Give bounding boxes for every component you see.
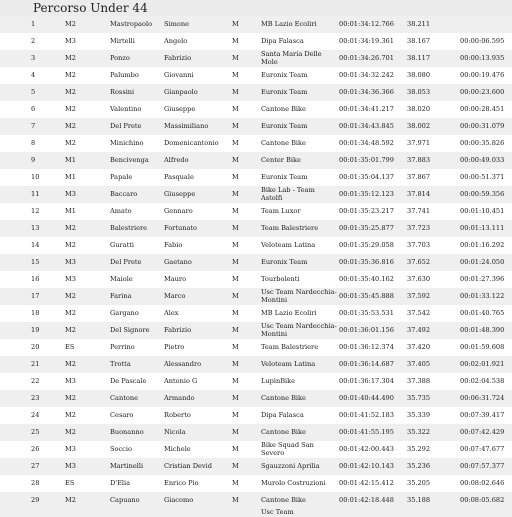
time-cell: 00:01:42:10.143 (339, 461, 394, 470)
sex-cell: M (232, 155, 239, 164)
speed-cell: 37.814 (407, 189, 431, 198)
speed-cell: 35.188 (407, 495, 431, 504)
table-row (0, 373, 512, 390)
gap-cell: 00:01:59.608 (460, 342, 505, 351)
sex-cell: M (232, 274, 239, 283)
first-name-cell: Michele (164, 444, 191, 453)
team-cell: Dipa Falasca (261, 410, 304, 419)
table-row (0, 458, 512, 475)
speed-cell: 37.492 (407, 325, 431, 334)
gap-cell: 00:01:48.390 (460, 325, 505, 334)
last-name-cell: Trotta (110, 359, 131, 368)
time-cell: 00:01:34:41.217 (339, 104, 394, 113)
time-cell: 00:01:35:12.123 (339, 189, 394, 198)
category-cell: M2 (65, 359, 76, 368)
speed-cell: 37.883 (407, 155, 431, 164)
first-name-cell: Simone (164, 19, 189, 28)
first-name-cell: Gianpaolo (164, 87, 198, 96)
position-cell: 26 (31, 444, 40, 453)
first-name-cell: Giacomo (164, 495, 194, 504)
sex-cell: M (232, 359, 239, 368)
sex-cell: M (232, 257, 239, 266)
position-cell: 11 (31, 189, 40, 198)
table-row (0, 339, 512, 356)
gap-cell: 00:07:47.677 (460, 444, 505, 453)
last-name-cell: Cesaro (110, 410, 134, 419)
sex-cell: M (232, 121, 239, 130)
time-cell: 00:01:34:32.242 (339, 70, 394, 79)
speed-cell: 37.592 (407, 291, 431, 300)
last-name-cell: Papale (110, 172, 133, 181)
category-cell: M2 (65, 104, 76, 113)
first-name-cell: Gaetano (164, 257, 192, 266)
sex-cell: M (232, 461, 239, 470)
first-name-cell: Fabrizio (164, 53, 192, 62)
team-cell: Cantone Bike (261, 495, 306, 504)
last-name-cell: De Pascale (110, 376, 147, 385)
position-cell: 16 (31, 274, 40, 283)
first-name-cell: Pietro (164, 342, 185, 351)
sex-cell: M (232, 189, 239, 198)
category-cell: M2 (65, 19, 76, 28)
sex-cell: M (232, 342, 239, 351)
time-cell: 00:01:34:36.366 (339, 87, 394, 96)
last-name-cell: Cantone (110, 393, 138, 402)
gap-cell: 00:01:33.122 (460, 291, 505, 300)
page-header (0, 0, 512, 16)
table-row (0, 203, 512, 220)
speed-cell: 38.053 (407, 87, 431, 96)
last-name-cell: Bencivenga (110, 155, 149, 164)
gap-cell (460, 16, 512, 33)
first-name-cell: Giuseppe (164, 104, 196, 113)
table-row (0, 475, 512, 492)
first-name-cell: Domenicantonio (164, 138, 219, 147)
table-row-partial (0, 509, 512, 517)
last-name-cell: Rossini (110, 87, 135, 96)
gap-cell: 00:01:40.765 (460, 308, 505, 317)
team-cell: Veloteam Latina (261, 240, 316, 249)
speed-cell: 35.322 (407, 427, 431, 436)
gap-cell: 00:08:02.646 (460, 478, 505, 487)
gap-cell: 00:07:42.429 (460, 427, 505, 436)
position-cell: 10 (31, 172, 40, 181)
position-cell: 9 (31, 155, 36, 164)
table-row (0, 356, 512, 373)
team-cell: Team Luxor (261, 206, 301, 215)
table-row (0, 152, 512, 169)
position-cell: 13 (31, 223, 40, 232)
category-cell: ES (65, 478, 75, 487)
team-cell: Murolo Costruzioni (261, 478, 326, 487)
team-cell: Euronix Team (261, 87, 308, 96)
team-cell: Usc Team Nardecchia-Montini (261, 288, 337, 304)
last-name-cell: Guratti (110, 240, 135, 249)
position-cell: 7 (31, 121, 36, 130)
gap-cell: 00:00:51.371 (460, 172, 505, 181)
team-cell: Euronix Team (261, 70, 308, 79)
speed-cell: 38.117 (407, 53, 431, 62)
gap-cell: 00:00:59.356 (460, 189, 505, 198)
last-name-cell: Gargano (110, 308, 139, 317)
team-cell: Cantone Bike (261, 427, 306, 436)
speed-cell: 38.167 (407, 36, 431, 45)
table-row (0, 169, 512, 186)
speed-cell: 37.630 (407, 274, 431, 283)
table-row (0, 101, 512, 118)
gap-cell: 00:00:19.476 (460, 70, 505, 79)
time-cell: 00:01:34:19.361 (339, 36, 394, 45)
sex-cell: M (232, 206, 239, 215)
category-cell: M2 (65, 325, 76, 334)
category-cell: M2 (65, 495, 76, 504)
position-cell: 6 (31, 104, 36, 113)
position-cell: 28 (31, 478, 40, 487)
table-row (0, 424, 512, 441)
category-cell: M2 (65, 427, 76, 436)
category-cell: M3 (65, 274, 76, 283)
team-cell: Cantone Bike (261, 393, 306, 402)
speed-cell: 37.741 (407, 206, 431, 215)
category-cell: M3 (65, 444, 76, 453)
last-name-cell: Del Prete (110, 257, 142, 266)
last-name-cell: D'Elia (110, 478, 131, 487)
first-name-cell: Gennaro (164, 206, 193, 215)
position-cell: 17 (31, 291, 40, 300)
last-name-cell: Del Signore (110, 325, 150, 334)
speed-cell: 37.542 (407, 308, 431, 317)
time-cell: 00:01:36:14.687 (339, 359, 394, 368)
table-row (0, 254, 512, 271)
position-cell: 19 (31, 325, 40, 334)
first-name-cell: Armando (164, 393, 195, 402)
gap-cell: 00:00:06.595 (460, 36, 505, 45)
table-row (0, 322, 512, 339)
category-cell: M2 (65, 410, 76, 419)
time-cell: 00:01:35:40.162 (339, 274, 394, 283)
sex-cell: M (232, 410, 239, 419)
category-cell: M2 (65, 223, 76, 232)
sex-cell: M (232, 308, 239, 317)
sex-cell: M (232, 223, 239, 232)
gap-cell: 00:08:05.682 (460, 495, 505, 504)
speed-cell: 38.002 (407, 121, 431, 130)
first-name-cell: Pasquale (164, 172, 194, 181)
sex-cell: M (232, 376, 239, 385)
position-cell: 29 (31, 495, 40, 504)
speed-cell: 38.080 (407, 70, 431, 79)
team-cell: Santa Maria Delle Mole (261, 50, 322, 66)
first-name-cell: Enrico Pio (164, 478, 199, 487)
sex-cell: M (232, 495, 239, 504)
category-cell: M2 (65, 121, 76, 130)
sex-cell: M (232, 291, 239, 300)
speed-cell: 37.420 (407, 342, 431, 351)
speed-cell: 37.652 (407, 257, 431, 266)
first-name-cell: Cristian Devid (164, 461, 212, 470)
position-cell: 22 (31, 376, 40, 385)
table-row (0, 118, 512, 135)
sex-cell: M (232, 478, 239, 487)
last-name-cell: Valentino (110, 104, 142, 113)
first-name-cell: Fabio (164, 240, 183, 249)
sex-cell: M (232, 36, 239, 45)
time-cell: 00:01:41:55.195 (339, 427, 394, 436)
team-cell: LupinBike (261, 376, 296, 385)
time-cell: 00:01:35:01.799 (339, 155, 394, 164)
position-cell: 27 (31, 461, 40, 470)
last-name-cell: Maiole (110, 274, 133, 283)
last-name-cell: Baccaro (110, 189, 138, 198)
position-cell: 4 (31, 70, 36, 79)
category-cell: M2 (65, 87, 76, 96)
last-name-cell: Minichino (110, 138, 144, 147)
team-cell: Team Balestriere (261, 342, 319, 351)
first-name-cell: Giovanni (164, 70, 194, 79)
table-row (0, 305, 512, 322)
table-row (0, 135, 512, 152)
speed-cell: 37.723 (407, 223, 431, 232)
position-cell: 21 (31, 359, 40, 368)
time-cell: 00:01:34:43.845 (339, 121, 394, 130)
team-cell: Veloteam Latina (261, 359, 316, 368)
category-cell: ES (65, 342, 75, 351)
time-cell: 00:01:42:15.412 (339, 478, 394, 487)
last-name-cell: Martinelli (110, 461, 144, 470)
sex-cell: M (232, 240, 239, 249)
first-name-cell: Roberto (164, 410, 191, 419)
table-row (0, 50, 512, 67)
first-name-cell: Mauro (164, 274, 187, 283)
team-cell: Euronix Team (261, 121, 308, 130)
results-table (0, 16, 512, 517)
position-cell: 18 (31, 308, 40, 317)
sex-cell: M (232, 138, 239, 147)
team-cell: Usc Team (261, 509, 294, 516)
category-cell: M3 (65, 461, 76, 470)
first-name-cell: Giuseppe (164, 189, 196, 198)
table-row (0, 84, 512, 101)
speed-cell: 35.236 (407, 461, 431, 470)
time-cell: 00:01:35:23.217 (339, 206, 394, 215)
category-cell: M2 (65, 308, 76, 317)
category-cell: M2 (65, 393, 76, 402)
time-cell: 00:01:35:45.888 (339, 291, 394, 300)
table-row (0, 16, 512, 33)
first-name-cell: Massimiliano (164, 121, 209, 130)
team-cell: MB Lazio Ecoliri (261, 308, 317, 317)
team-cell: Bike Lab - Team Astolfi (261, 186, 315, 202)
gap-cell: 00:07:57.377 (460, 461, 505, 470)
table-row (0, 492, 512, 509)
sex-cell: M (232, 444, 239, 453)
category-cell: M3 (65, 189, 76, 198)
gap-cell: 00:00:13.935 (460, 53, 505, 62)
last-name-cell: Farina (110, 291, 132, 300)
last-name-cell: Mastropaolo (110, 19, 153, 28)
time-cell: 00:01:40:44.490 (339, 393, 394, 402)
category-cell: M2 (65, 138, 76, 147)
time-cell: 00:01:36:12.374 (339, 342, 394, 351)
speed-cell: 35.735 (407, 393, 431, 402)
category-cell: M1 (65, 155, 76, 164)
speed-cell: 38.020 (407, 104, 431, 113)
time-cell: 00:01:35:04.137 (339, 172, 394, 181)
last-name-cell: Palumbo (110, 70, 139, 79)
first-name-cell: Fortunato (164, 223, 198, 232)
first-name-cell: Marco (164, 291, 186, 300)
team-cell: Bike Squad San Severo (261, 441, 314, 457)
speed-cell: 37.703 (407, 240, 431, 249)
speed-cell: 38.211 (407, 19, 431, 28)
sex-cell: M (232, 53, 239, 62)
first-name-cell: Alessandro (164, 359, 202, 368)
position-cell: 12 (31, 206, 40, 215)
last-name-cell: Perrino (110, 342, 135, 351)
last-name-cell: Ponzo (110, 53, 130, 62)
time-cell: 00:01:42:00.443 (339, 444, 394, 453)
sex-cell: M (232, 104, 239, 113)
position-cell: 14 (31, 240, 40, 249)
first-name-cell: Alex (164, 308, 179, 317)
table-row (0, 441, 512, 458)
table-row (0, 33, 512, 50)
category-cell: M2 (65, 291, 76, 300)
category-cell: M2 (65, 53, 76, 62)
speed-cell: 37.388 (407, 376, 431, 385)
position-cell: 8 (31, 138, 36, 147)
sex-cell: M (232, 325, 239, 334)
team-cell: Euronix Team (261, 172, 308, 181)
sex-cell: M (232, 393, 239, 402)
last-name-cell: Del Prete (110, 121, 142, 130)
first-name-cell: Alfredo (164, 155, 189, 164)
category-cell: M2 (65, 70, 76, 79)
category-cell: M3 (65, 257, 76, 266)
category-cell: M3 (65, 36, 76, 45)
table-row (0, 220, 512, 237)
team-cell: Center Bike (261, 155, 301, 164)
position-cell: 24 (31, 410, 40, 419)
time-cell: 00:01:36:01.156 (339, 325, 394, 334)
gap-cell: 00:01:27.396 (460, 274, 505, 283)
gap-cell: 00:01:24.050 (460, 257, 505, 266)
time-cell: 00:01:41:52.183 (339, 410, 394, 419)
team-cell: Euronix Team (261, 257, 308, 266)
time-cell: 00:01:35:25.877 (339, 223, 394, 232)
last-name-cell: Buonanno (110, 427, 144, 436)
time-cell: 00:01:35:53.531 (339, 308, 394, 317)
position-cell: 5 (31, 87, 36, 96)
table-row (0, 390, 512, 407)
time-cell: 00:01:35:36.816 (339, 257, 394, 266)
gap-cell: 00:01:16.292 (460, 240, 505, 249)
gap-cell: 00:02:01.921 (460, 359, 505, 368)
speed-cell: 35.339 (407, 410, 431, 419)
speed-cell: 35.205 (407, 478, 431, 487)
speed-cell: 37.867 (407, 172, 431, 181)
first-name-cell: Antonio G (164, 376, 198, 385)
team-cell: Team Balestriere (261, 223, 319, 232)
team-cell: Dipa Falasca (261, 36, 304, 45)
last-name-cell: Balestriere (110, 223, 148, 232)
first-name-cell: Fabrizio (164, 325, 192, 334)
gap-cell: 00:00:23.600 (460, 87, 505, 96)
position-cell: 23 (31, 393, 40, 402)
team-cell: Cantone Bike (261, 138, 306, 147)
sex-cell: M (232, 427, 239, 436)
time-cell: 00:01:36:17.304 (339, 376, 394, 385)
table-row (0, 271, 512, 288)
category-cell: M3 (65, 376, 76, 385)
gap-cell: 00:00:28.451 (460, 104, 505, 113)
position-cell: 25 (31, 427, 40, 436)
gap-cell: 00:00:31.079 (460, 121, 505, 130)
category-cell: M1 (65, 172, 76, 181)
table-row (0, 237, 512, 254)
position-cell: 3 (31, 53, 36, 62)
last-name-cell: Soccio (110, 444, 132, 453)
speed-cell: 35.292 (407, 444, 431, 453)
page-title: Percorso Under 44 (33, 1, 148, 15)
speed-cell: 37.405 (407, 359, 431, 368)
speed-cell: 37.971 (407, 138, 431, 147)
position-cell: 1 (31, 19, 36, 28)
team-cell: Tourbolenti (261, 274, 300, 283)
team-cell: MB Lazio Ecoliri (261, 19, 317, 28)
team-cell: Usc Team Nardecchia-Montini (261, 322, 337, 338)
gap-cell: 00:02:04.538 (460, 376, 505, 385)
table-row (0, 186, 512, 203)
last-name-cell: Mirtelli (110, 36, 135, 45)
gap-cell: 00:00:49.033 (460, 155, 505, 164)
table-row (0, 67, 512, 84)
time-cell: 00:01:42:18.448 (339, 495, 394, 504)
sex-cell: M (232, 87, 239, 96)
table-row (0, 407, 512, 424)
gap-cell: 00:06:31.724 (460, 393, 505, 402)
category-cell: M2 (65, 240, 76, 249)
time-cell: 00:01:34:12.766 (339, 19, 394, 28)
sex-cell: M (232, 70, 239, 79)
position-cell: 20 (31, 342, 40, 351)
gap-cell: 00:01:10.451 (460, 206, 505, 215)
gap-cell: 00:00:35.826 (460, 138, 505, 147)
sex-cell: M (232, 172, 239, 181)
last-name-cell: Capuano (110, 495, 140, 504)
position-cell: 15 (31, 257, 40, 266)
time-cell: 00:01:34:26.701 (339, 53, 394, 62)
sex-cell: M (232, 19, 239, 28)
gap-cell: 00:01:13.111 (460, 223, 505, 232)
first-name-cell: Angelo (164, 36, 188, 45)
team-cell: Cantone Bike (261, 104, 306, 113)
gap-cell: 00:07:39.417 (460, 410, 505, 419)
last-name-cell: Amato (110, 206, 132, 215)
category-cell: M1 (65, 206, 76, 215)
table-row (0, 288, 512, 305)
first-name-cell: Nicola (164, 427, 186, 436)
time-cell: 00:01:35:29.058 (339, 240, 394, 249)
position-cell: 2 (31, 36, 36, 45)
time-cell: 00:01:34:48.592 (339, 138, 394, 147)
team-cell: Sgauzzoni Aprilia (261, 461, 320, 470)
